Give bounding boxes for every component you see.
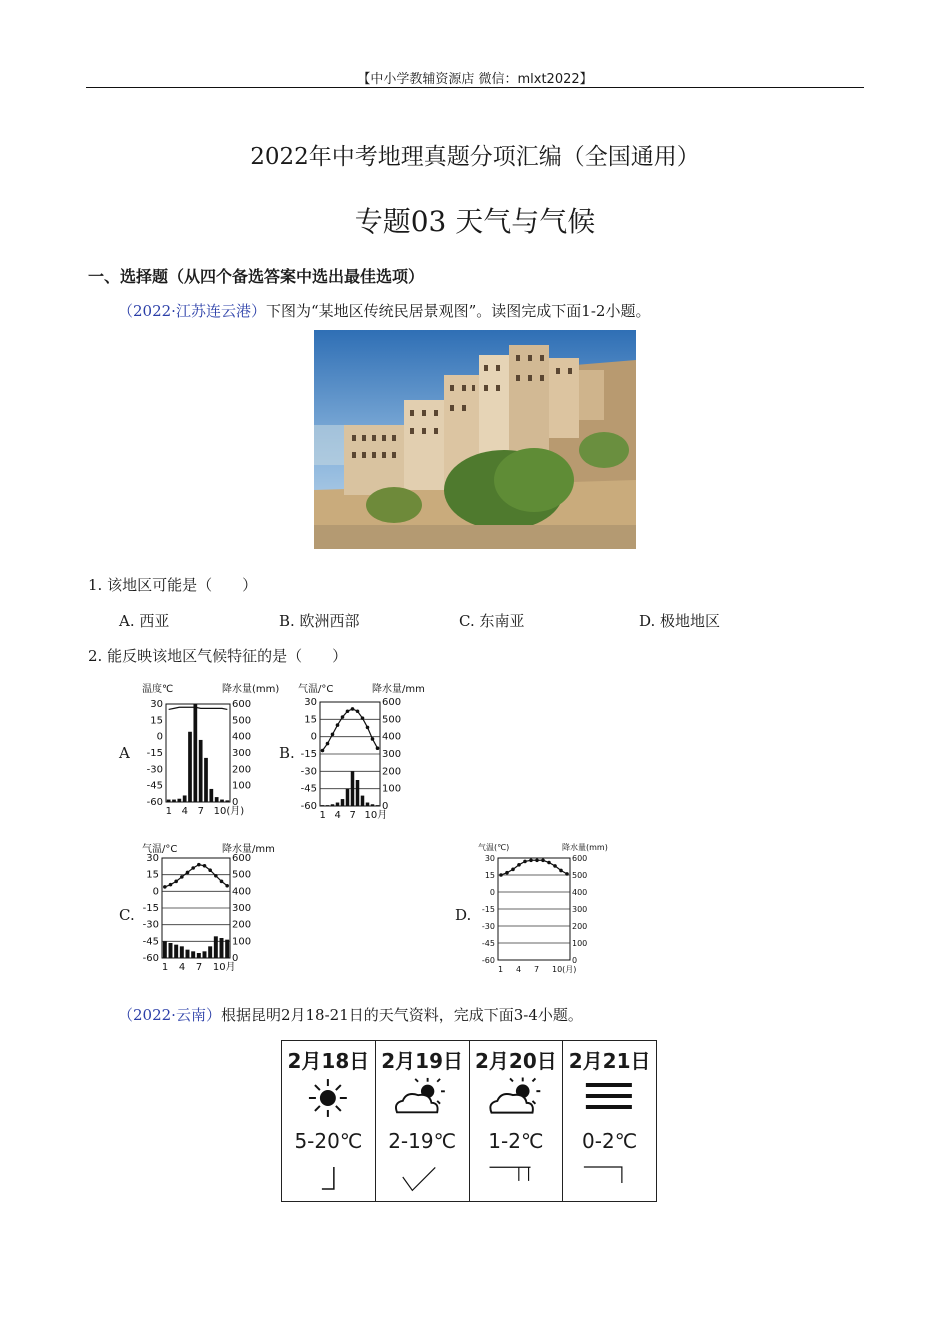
precip-bar [376,805,380,806]
temp-tick: -45 [481,939,495,948]
x-tick: 7 [534,965,540,974]
q1-option-c: C. 东南亚 [459,612,525,630]
temp-tick: 15 [304,714,317,726]
temp-tick: -45 [146,780,163,792]
temp-point [376,746,380,750]
x-tick: 4 [334,810,341,821]
q2-label-a: A [119,744,130,762]
precip-bar [180,946,184,958]
sunny-icon [282,1075,375,1121]
precip-tick: 0 [232,953,239,964]
q1-stem: 1. 该地区可能是（ ） [88,576,258,594]
x-tick: 7 [197,806,205,817]
doc-title: 2022年中考地理真题分项汇编（全国通用） [250,144,700,170]
temp-tick: 0 [310,731,317,743]
precip-tick: 500 [382,714,402,726]
precip-bar [220,800,224,802]
climate-chart-c [140,842,275,982]
temp-point [186,871,190,875]
temp-point [326,742,330,746]
temp-tick: 0 [152,886,159,898]
weather-date: 2月19日 [381,1049,463,1073]
precip-bar [321,805,325,806]
temp-point [499,873,503,877]
temp-tick: -30 [142,919,159,931]
temp-point [191,866,195,870]
fog-icon [563,1075,656,1121]
temp-tick: 15 [484,871,495,880]
precip-bar [341,799,345,806]
temp-tick: 15 [150,715,163,727]
weather-table [281,1040,657,1202]
temp-tick: 0 [156,731,163,743]
x-tick: 1 [498,965,504,974]
q1-option-a: A. 西亚 [119,612,170,630]
section-heading: 一、选择题（从四个备选答案中选出最佳选项） [88,267,425,286]
precip-tick: 400 [382,731,402,743]
temp-tick: -30 [481,922,495,931]
weather-temp: 5-20℃ [294,1129,363,1153]
q2-stem: 2. 能反映该地区气候特征的是（ ） [88,647,348,665]
axis-label-left: 气温/°C [142,844,178,855]
temp-tick: -15 [481,905,495,914]
precip-tick: 0 [572,956,578,965]
x-tick: 1 [161,962,169,973]
axis-label-left: 气温/°C [298,684,334,695]
group1-text: 下图为“某地区传统民居景观图”。读图完成下面1-2小题。 [265,302,651,320]
temp-line [501,860,567,875]
temp-point [169,883,173,887]
precip-bar [188,732,192,802]
temp-tick: -15 [146,748,163,759]
plot-frame [166,704,230,802]
precip-bar [163,941,167,958]
precip-bar [199,740,203,802]
weather-date: 2月21日 [568,1049,651,1073]
temp-point [371,737,375,741]
axis-label-right: 降水量(mm) [222,684,280,695]
q2-label-b: B. [279,744,295,762]
x-tick: 10(月) [213,806,245,817]
precip-tick: 400 [232,731,252,743]
precip-tick: 300 [232,748,252,759]
precip-bar [326,805,330,806]
precip-bar [172,800,176,802]
temp-point [361,716,365,720]
group2-text: 根据昆明2月18-21日的天气资料，完成下面3-4小题。 [220,1006,583,1024]
weather-temp: 1-2℃ [488,1129,544,1153]
precip-tick: 500 [232,869,252,881]
precip-bar [183,795,187,802]
axis-label-left: 气温(℃) [478,843,510,852]
temp-point [203,864,207,868]
wind-symbol [376,1159,469,1195]
precip-tick: 500 [572,871,588,880]
temp-point [559,869,563,873]
x-tick: 10(月) [552,965,577,974]
x-tick: 10月 [212,962,236,973]
precip-bar [203,951,207,958]
temp-tick: -60 [300,801,317,812]
group1-intro [118,300,650,321]
precip-tick: 600 [232,699,252,710]
temp-point [208,868,212,872]
temp-point [214,874,218,878]
temp-tick: 30 [484,854,495,863]
q2-label-d: D. [455,906,472,924]
precip-bar [346,789,350,806]
precip-bar [371,804,375,806]
weather-temp: 0-2℃ [582,1129,638,1153]
precip-tick: 300 [572,905,588,914]
wind-symbol [470,1159,563,1195]
precip-bar [209,789,213,802]
dwelling-photo [314,330,636,549]
precip-bar [331,804,335,806]
temp-tick: -60 [146,797,163,808]
precip-tick: 300 [232,903,252,914]
precip-bar [225,800,229,802]
climate-chart-a [140,682,280,826]
precip-bar [186,950,190,958]
precip-tick: 600 [382,697,402,708]
temp-tick: 30 [304,697,317,708]
temp-tick: 0 [489,888,495,897]
precip-tick: 600 [572,854,588,863]
temp-point [356,709,360,713]
temp-point [341,715,345,719]
temp-point [321,749,325,753]
wind-symbol [282,1159,375,1195]
x-tick: 4 [178,962,186,973]
precip-bar [169,943,173,958]
temp-tick: -15 [300,749,317,760]
weather-temp: 2-19℃ [388,1129,457,1153]
precip-bar [351,771,355,806]
precip-tick: 100 [232,936,252,948]
temp-point [163,885,167,889]
temp-tick: -45 [300,783,317,795]
precip-tick: 200 [232,764,252,776]
precip-tick: 100 [572,939,588,948]
precip-bar [214,936,218,958]
temp-point [565,872,569,876]
precip-bar [191,951,195,958]
precip-tick: 500 [232,715,252,727]
temp-point [366,726,370,730]
precip-tick: 200 [572,922,588,931]
temp-point [331,733,335,737]
x-tick: 7 [195,962,203,973]
x-tick: 1 [319,810,326,821]
axis-label-right: 降水量/mm [372,684,425,695]
q2-label-c: C. [119,906,135,924]
group1-source: （2022·江苏连云港） [118,302,266,320]
precip-tick: 100 [232,780,252,792]
temp-point [523,860,527,864]
temp-point [535,858,539,862]
axis-label-right: 降水量/mm [222,844,275,855]
precip-tick: 300 [382,749,402,760]
temp-tick: -30 [146,764,163,776]
x-tick: 1 [165,806,173,817]
temp-point [529,858,533,862]
precip-bar [366,803,370,806]
precip-bar [174,945,178,958]
weather-day-2 [376,1041,470,1201]
temp-tick: 15 [146,869,159,881]
temp-tick: -60 [481,956,495,965]
temp-point [225,884,229,888]
weather-day-3 [470,1041,564,1201]
climate-chart-d [476,840,612,978]
weather-day-1 [282,1041,376,1201]
x-tick: 4 [181,806,189,817]
partly-cloudy-icon [376,1075,469,1121]
axis-label-right: 降水量(mm) [562,843,608,852]
precip-bar [197,953,201,958]
temp-point [346,709,350,713]
precip-tick: 400 [572,888,588,897]
precip-bar [193,704,197,802]
group2-intro [118,1004,583,1025]
temp-line [323,709,378,751]
precip-tick: 400 [232,886,252,898]
temp-point [174,880,178,884]
precip-bar [204,758,208,802]
temp-point [505,871,509,875]
weather-date: 2月20日 [475,1049,557,1073]
precip-bar [167,800,171,802]
temp-point [553,864,557,868]
temp-line [169,707,228,709]
q1-option-d: D. 极地地区 [639,612,721,630]
temp-tick: -45 [142,936,159,948]
precip-bar [356,780,360,806]
precip-bar [220,938,224,958]
axis-label-left: 温度℃ [142,684,174,695]
temp-tick: -60 [142,953,159,964]
climate-chart-b [296,682,425,828]
temp-tick: -30 [300,766,317,778]
temp-tick: 30 [146,853,159,864]
q1-option-b: B. 欧洲西部 [279,612,360,630]
page-header: 【中小学教辅资源店 微信：mlxt2022】 [357,72,593,87]
group2-source: （2022·云南） [118,1006,221,1024]
precip-tick: 0 [382,801,389,812]
precip-bar [215,797,219,802]
precip-tick: 600 [232,853,252,864]
precip-bar [208,946,212,958]
temp-point [517,863,521,867]
precip-bar [361,796,365,806]
header-divider [86,87,864,88]
precip-bar [225,940,229,958]
doc-subtitle: 专题03 天气与气候 [354,205,596,238]
temp-point [541,858,545,862]
weather-day-4 [563,1041,656,1201]
temp-point [547,861,551,865]
x-tick: 10月 [364,810,388,821]
temp-point [351,707,355,711]
precip-tick: 0 [232,797,239,808]
precip-tick: 100 [382,783,402,795]
temp-point [180,875,184,879]
x-tick: 7 [349,810,356,821]
precip-bar [177,799,181,802]
temp-point [197,863,201,867]
wind-symbol [563,1159,656,1195]
x-tick: 4 [516,965,522,974]
temp-tick: -15 [142,903,159,914]
temp-tick: 30 [150,699,163,710]
partly-cloudy-icon [470,1075,563,1121]
precip-tick: 200 [382,766,402,778]
temp-line [165,865,227,887]
temp-point [336,723,340,727]
temp-point [220,880,224,884]
precip-bar [336,803,340,806]
temp-point [511,868,515,872]
precip-tick: 200 [232,919,252,931]
weather-date: 2月18日 [287,1049,370,1073]
